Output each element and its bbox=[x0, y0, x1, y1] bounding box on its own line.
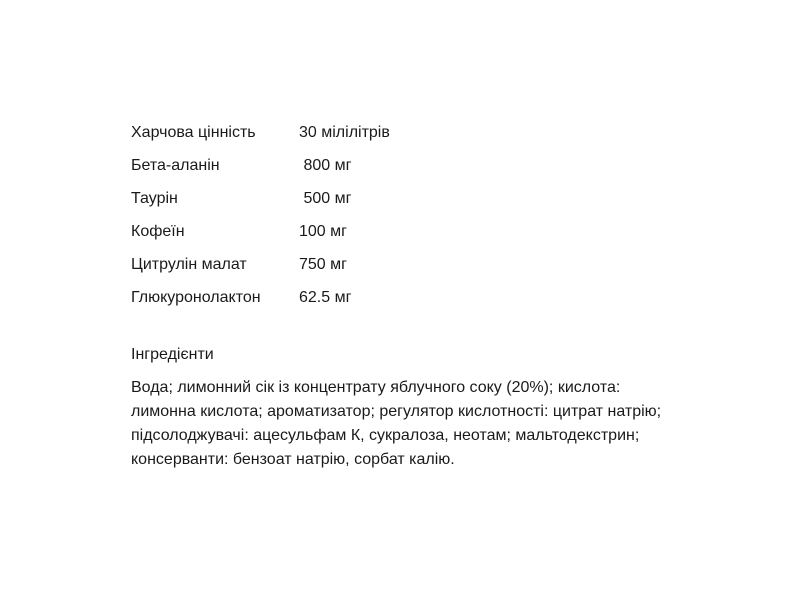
nutrition-table bbox=[131, 122, 691, 320]
nutrition-row-label: Цитрулін малат bbox=[131, 256, 247, 273]
nutrition-row-value: 800 мг bbox=[299, 157, 352, 174]
product-info-document bbox=[131, 122, 691, 488]
nutrition-row-caffeine bbox=[131, 221, 691, 254]
nutrition-row-value: 62.5 мг bbox=[299, 289, 352, 306]
nutrition-row-value: 30 мілілітрів bbox=[299, 124, 390, 141]
nutrition-row-label: Глюкуронолактон bbox=[131, 289, 261, 306]
nutrition-row-value: 100 мг bbox=[299, 223, 347, 240]
nutrition-row-label: Бета-аланін bbox=[131, 157, 220, 174]
ingredients-text: Вода; лимонний сік із концентрату яблучного соку (20%); кислота: лимонна кислота; ароматизатор; регулятор кислотності: цитрат натрію; підсолоджувачі: ацесульфам К, сукралоза, неотам; мальтодекстрин; консерванти: бензоат натрію, сорбат калію. bbox=[131, 379, 662, 468]
nutrition-row-glucuronolactone bbox=[131, 287, 691, 320]
nutrition-row-label: Харчова цінність bbox=[131, 124, 256, 141]
ingredients-heading: Інгредієнти bbox=[131, 346, 214, 363]
nutrition-row-label: Таурін bbox=[131, 190, 178, 207]
nutrition-row-taurine bbox=[131, 188, 691, 221]
nutrition-row-citrulline-malate bbox=[131, 254, 691, 287]
nutrition-row-nutritional-value bbox=[131, 122, 691, 155]
nutrition-row-label: Кофеїн bbox=[131, 223, 185, 240]
nutrition-row-value: 500 мг bbox=[299, 190, 352, 207]
nutrition-row-beta-alanine bbox=[131, 155, 691, 188]
nutrition-row-value: 750 мг bbox=[299, 256, 347, 273]
